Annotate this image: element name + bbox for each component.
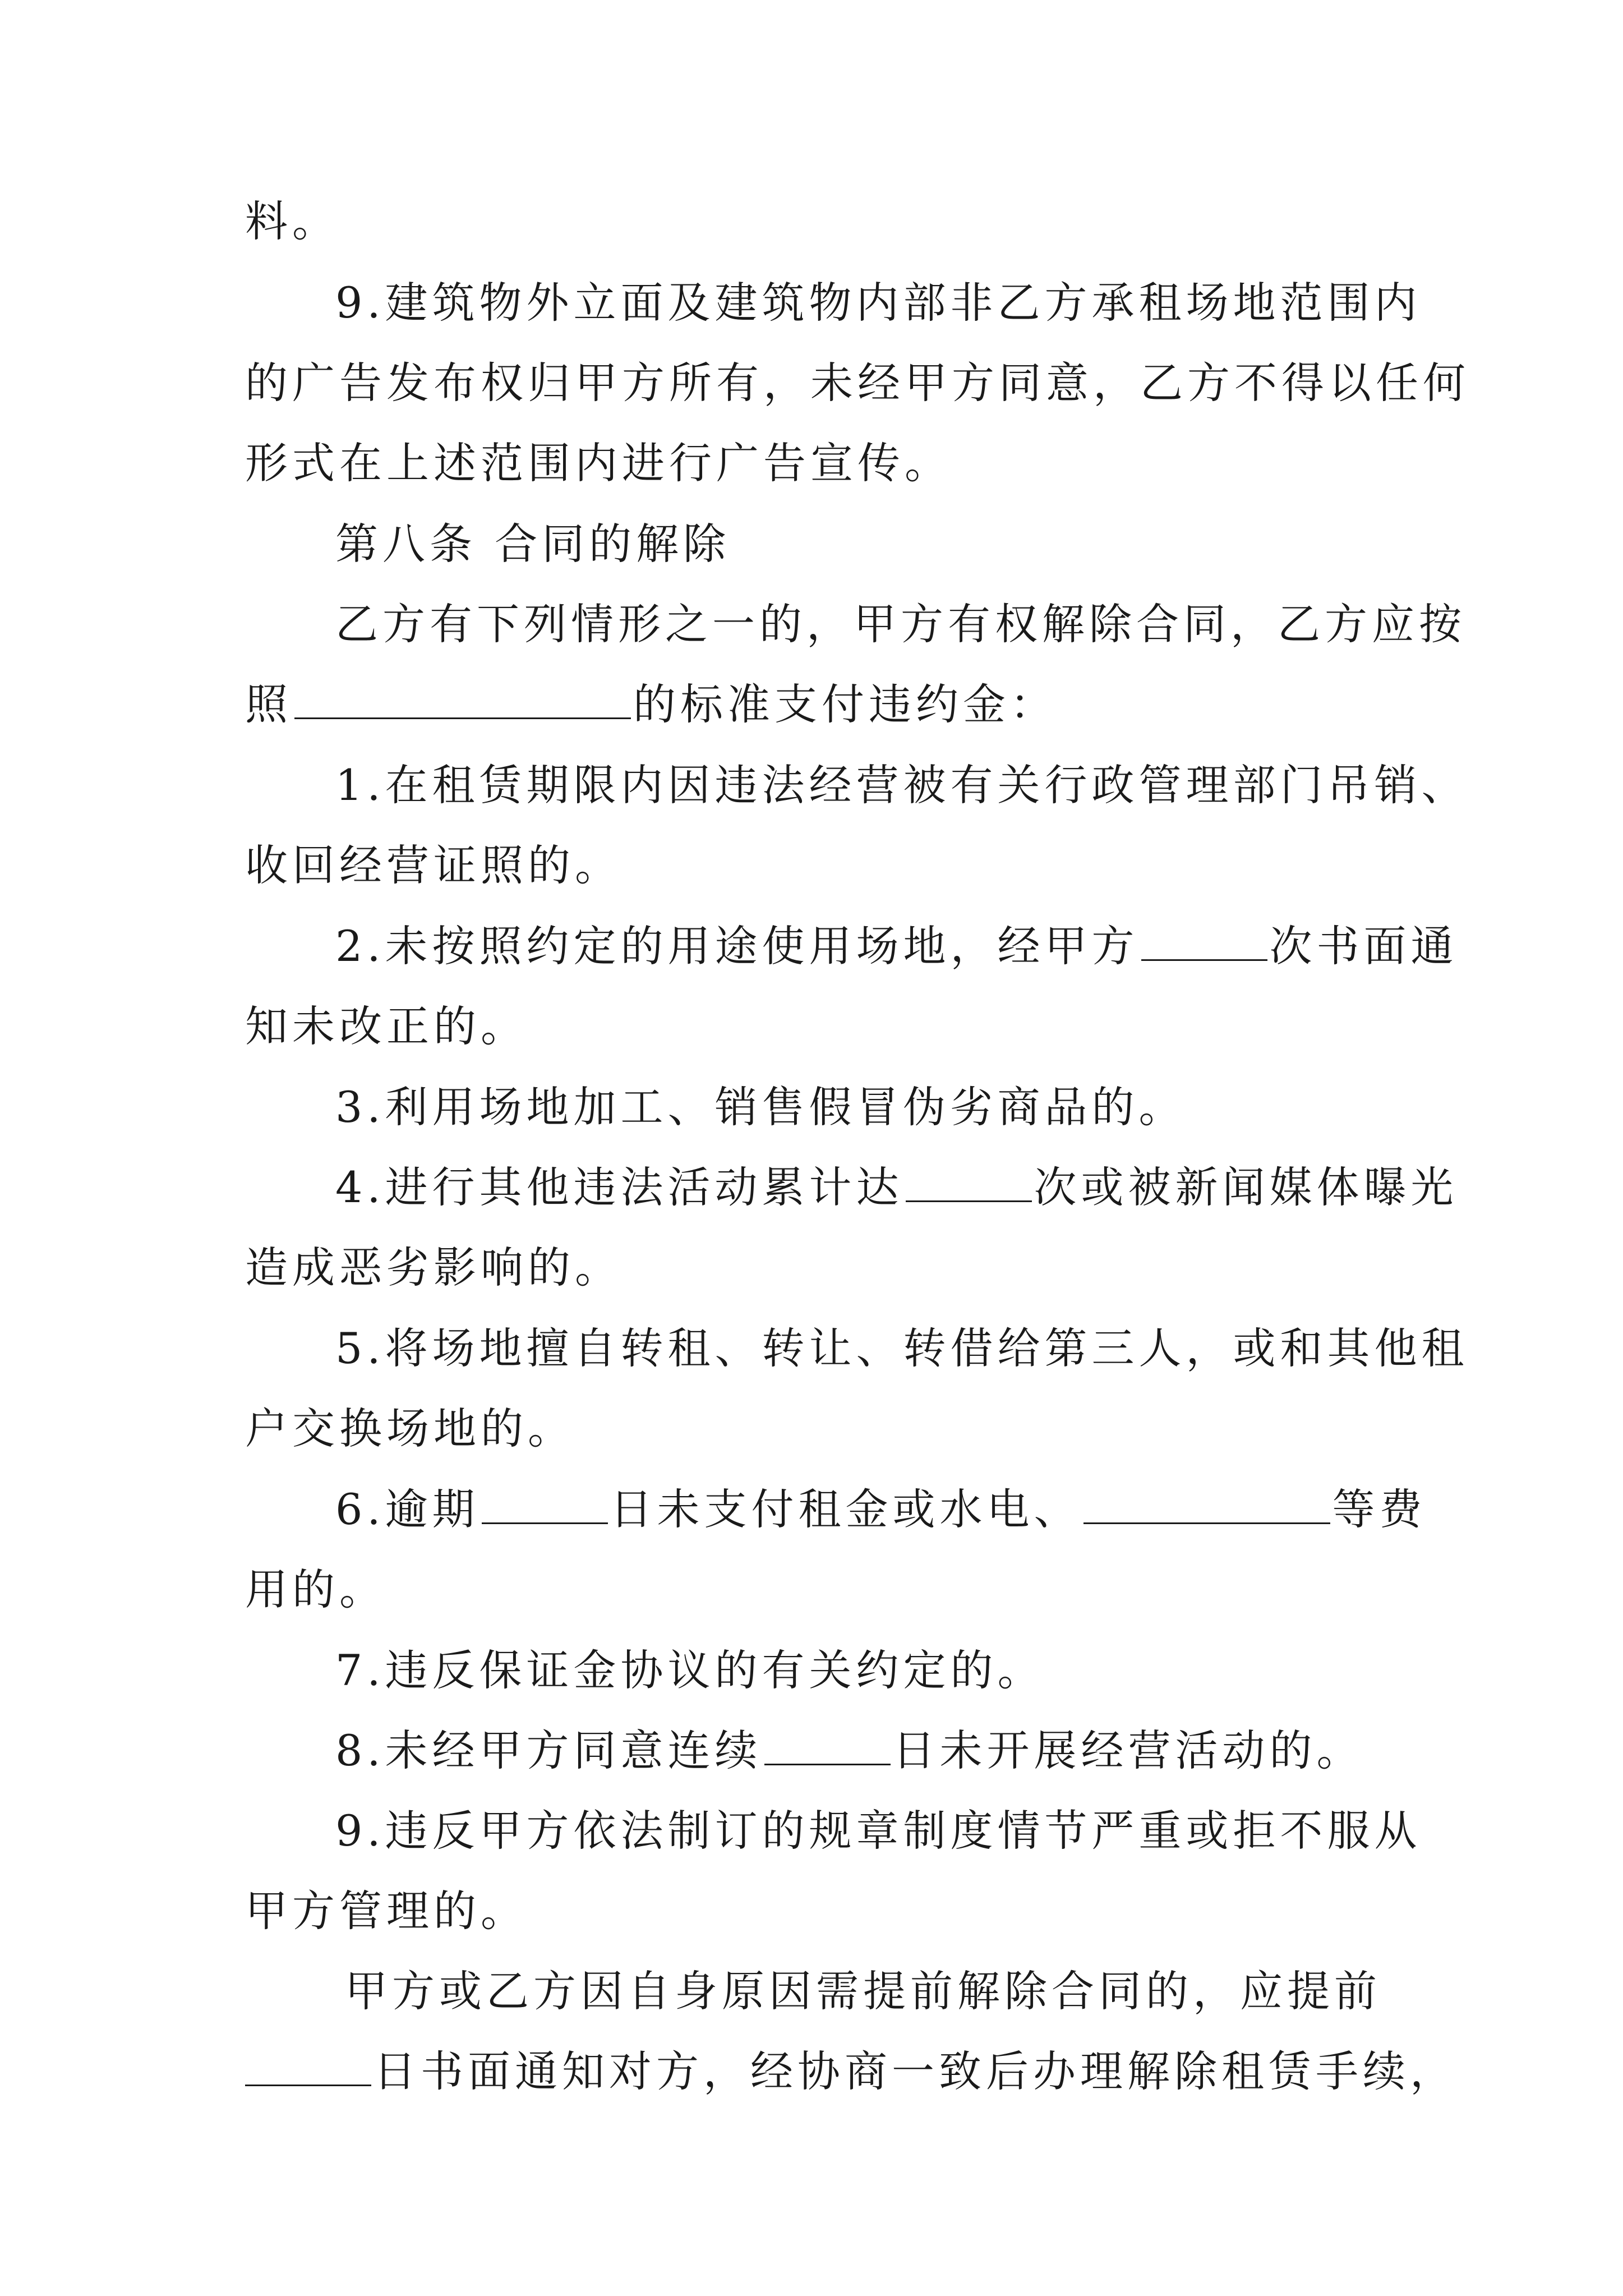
- text-line: 用的。: [245, 1565, 386, 1614]
- list-item-9-rules: 9.违反甲方依法制订的规章制度情节严重或拒不服从: [335, 1806, 1422, 1856]
- list-item-4: 4.进行其他违法活动累计达 次或被新闻媒体曝光: [335, 1162, 1458, 1212]
- fill-in-blank: [1083, 1489, 1330, 1524]
- paragraph: 乙方有下列情形之一的，甲方有权解除合同，乙方应按: [335, 599, 1466, 649]
- fill-in-blank: [764, 1730, 891, 1765]
- list-item-8: 8.未经甲方同意连续 日未开展经营活动的。: [335, 1726, 1364, 1775]
- text-line: 料。: [245, 196, 339, 246]
- fill-in-blank: [482, 1489, 608, 1524]
- text-line: 甲方管理的。: [245, 1886, 528, 1936]
- section-heading: 第八条 合同的解除: [335, 519, 731, 569]
- fill-in-blank: [906, 1167, 1032, 1202]
- list-item-5: 5.将场地擅自转租、转让、转借给第三人，或和其他租: [335, 1323, 1469, 1373]
- fill-in-blank: [245, 2051, 371, 2086]
- text-line: 的广告发布权归甲方所有，未经甲方同意，乙方不得以任何: [245, 358, 1470, 408]
- list-item-3: 3.利用场地加工、销售假冒伪劣商品的。: [335, 1082, 1186, 1132]
- text-line: 收回经营证照的。: [245, 840, 622, 890]
- fill-in-blank: [1141, 926, 1267, 961]
- list-item-7: 7.违反保证金协议的有关约定的。: [335, 1645, 1045, 1695]
- text-line: 照 的标准支付违约金：: [245, 679, 1057, 729]
- list-item-9-ads: 9.建筑物外立面及建筑物内部非乙方承租场地范围内: [335, 278, 1422, 328]
- list-item-6: 6.逾期 日未支付租金或水电、 等费: [335, 1484, 1427, 1534]
- text-line: 造成恶劣影响的。: [245, 1243, 622, 1292]
- text-line: 日书面通知对方，经协商一致后办理解除租赁手续，: [245, 2044, 1457, 2100]
- text-line: 形式在上述范围内进行广告宣传。: [245, 438, 952, 488]
- paragraph: 甲方或乙方因自身原因需提前解除合同的，应提前: [345, 1966, 1381, 2016]
- text-line: 户交换场地的。: [245, 1404, 575, 1453]
- list-item-1: 1.在租赁期限内因违法经营被有关行政管理部门吊销、: [335, 760, 1469, 810]
- text-line: 知未改正的。: [245, 1001, 528, 1051]
- list-item-2: 2.未按照约定的用途使用场地，经甲方 次书面通: [335, 921, 1458, 971]
- fill-in-blank: [294, 684, 631, 719]
